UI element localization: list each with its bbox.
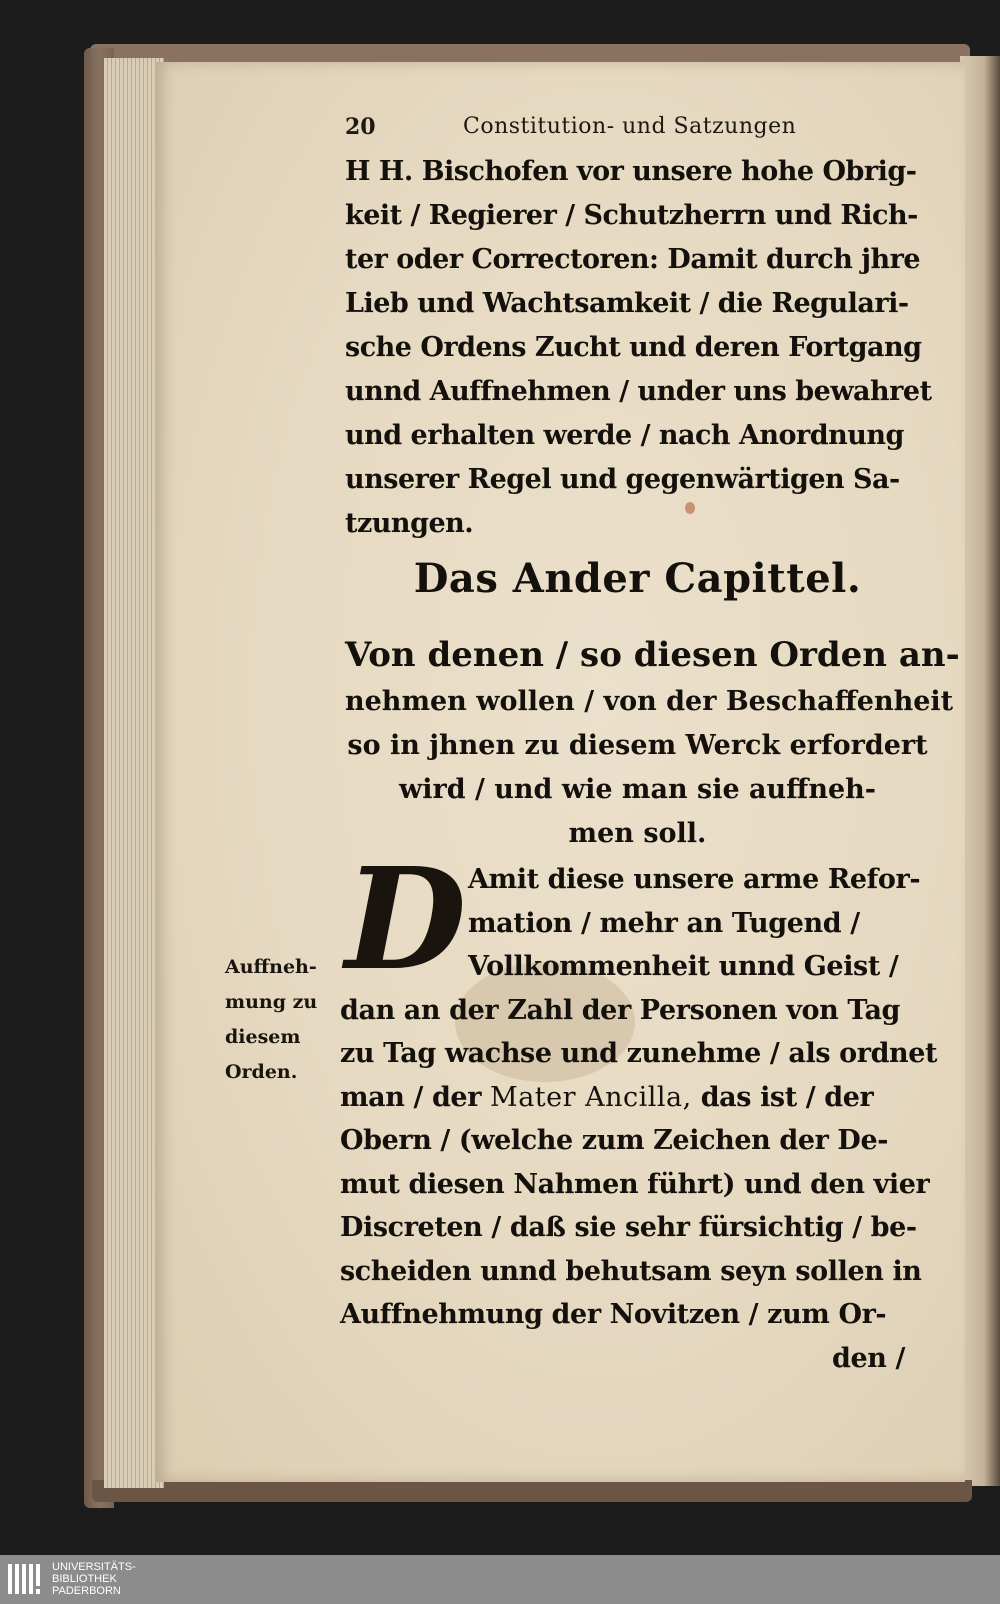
margin-line: Auffneh- [225, 956, 317, 978]
text-line: scheiden unnd behutsam seyn sollen in [340, 1255, 922, 1287]
top-paragraph [345, 150, 930, 546]
text-line: ter oder Correctoren: Damit durch jhre [345, 244, 921, 275]
margin-line: mung zu [225, 991, 318, 1013]
chapter-heading: Das Ander Capittel. [413, 555, 862, 602]
library-name-line: UNIVERSITÄTS- [52, 1561, 136, 1573]
decorated-initial: D [345, 838, 467, 1002]
library-name [52, 1561, 252, 1597]
chapter-summary [345, 630, 960, 856]
summary-line: Von denen / so diesen Orden an- [345, 635, 960, 675]
library-logo-icon [8, 1562, 44, 1598]
summary-line: men soll. [568, 818, 707, 849]
text-line: Discreten / daß sie sehr fürsichtig / be- [340, 1212, 917, 1243]
catchword: den / [832, 1342, 905, 1374]
roman-phrase: Mater Ancilla, [490, 1081, 692, 1113]
library-name-line: PADERBORN [52, 1585, 121, 1597]
text-line: Lieb und Wachtsamkeit / die Regulari- [345, 288, 909, 319]
book-cover-right [960, 56, 1000, 1486]
text-line: mation / mehr an Tugend / [468, 907, 860, 939]
text-line: keit / Regierer / Schutzherrn und Rich- [345, 200, 918, 231]
margin-line: Orden. [225, 1061, 298, 1083]
summary-line: so in jhnen zu diesem Werck erfordert [347, 730, 928, 761]
library-name-line: BIBLIOTHEK [52, 1573, 117, 1585]
text-line: und erhalten werde / nach Anordnung [345, 420, 904, 451]
text-segment: man / der [340, 1081, 491, 1113]
text-line: Amit diese unsere arme Refor- [468, 864, 921, 895]
text-line: H H. Bischofen vor unsere hohe Obrig- [345, 156, 917, 187]
text-line: Vollkommenheit unnd Geist / [468, 951, 899, 982]
page-number: 20 [345, 114, 376, 140]
summary-line: nehmen wollen / von der Beschaffenheit [345, 686, 954, 717]
running-title: Constitution- und Satzungen [463, 114, 797, 139]
text-line: Auffnehmung der Novitzen / zum Or- [340, 1299, 887, 1330]
text-line: zu Tag wachse und zunehme / als ordnet [340, 1038, 938, 1069]
text-line: dan an der Zahl der Personen von Tag [340, 994, 901, 1026]
margin-note [225, 950, 335, 1090]
text-segment: das ist / der [691, 1081, 874, 1113]
book-cover-bottom [92, 1480, 972, 1502]
text-line: tzungen. [345, 508, 474, 539]
text-line: unnd Auffnehmen / under uns bewahret [345, 376, 932, 407]
text-line: Obern / (welche zum Zeichen der De- [340, 1125, 889, 1156]
text-line: unserer Regel und gegenwärtigen Sa- [345, 464, 900, 495]
text-line: sche Ordens Zucht und deren Fortgang [345, 332, 922, 363]
body-paragraph [340, 838, 938, 1380]
margin-line: diesem [225, 1026, 301, 1048]
text-line [340, 1076, 935, 1120]
summary-line: wird / und wie man sie auffneh- [399, 774, 876, 805]
running-header [345, 112, 945, 146]
text-line: mut diesen Nahmen führt) und den vier [340, 1168, 930, 1200]
